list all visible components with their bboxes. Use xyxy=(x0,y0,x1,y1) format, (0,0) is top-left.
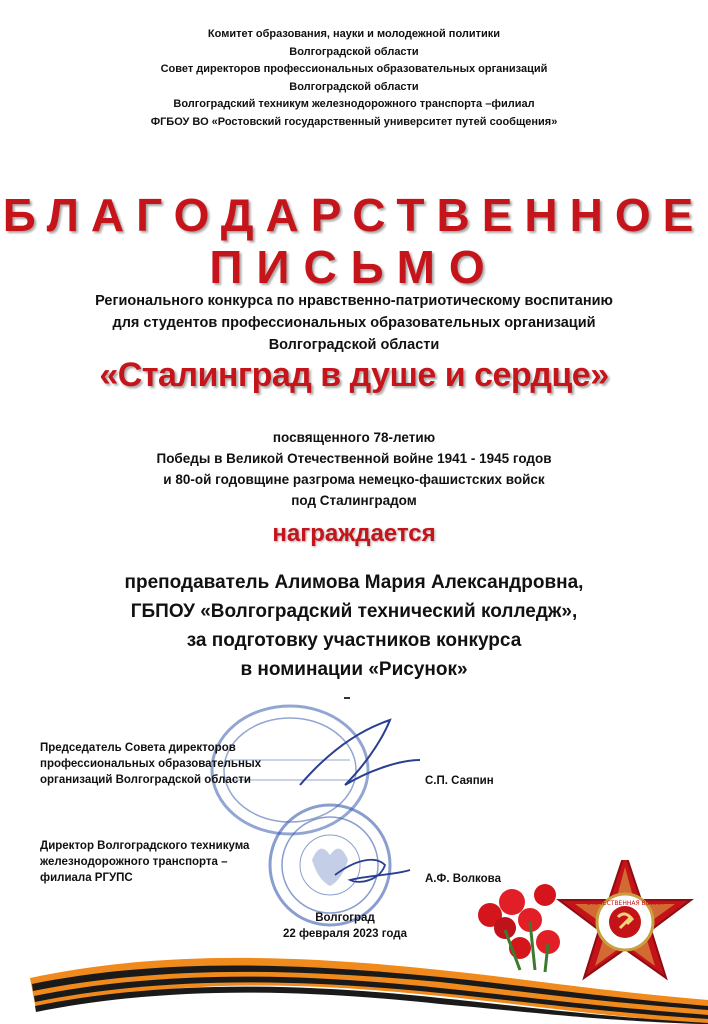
dedication xyxy=(0,427,708,511)
recipient-line: в номинации «Рисунок» xyxy=(240,659,468,680)
dedication-line: под Сталинградом xyxy=(291,493,417,508)
header-line: Совет директоров профессиональных образовательных организаций xyxy=(160,63,548,75)
position-line: Директор Волгоградского техникума xyxy=(40,840,250,852)
recipient-line: за подготовку участников конкурса xyxy=(186,630,522,651)
description-line: для студентов профессиональных образовательных организаций xyxy=(112,315,596,331)
signature-1-icon xyxy=(300,720,420,785)
description-line: Волгоградской области xyxy=(268,337,440,353)
recipient-line: преподаватель Алимова Мария Александровна, xyxy=(124,572,584,593)
position-line: организаций Волгоградской области xyxy=(40,774,251,786)
date: 22 февраля 2023 года xyxy=(283,928,407,940)
signatory-1-name: С.П. Саяпин xyxy=(425,775,494,787)
dedication-line: и 80-ой годовщине разгрома немецко-фашистских войск xyxy=(163,472,545,487)
contest-description xyxy=(0,290,708,356)
place: Волгоград xyxy=(315,912,375,924)
signatory-1-position xyxy=(40,740,261,788)
header-line: Волгоградский техникум железнодорожного транспорта –филиал xyxy=(173,98,535,110)
dedication-line: Победы в Великой Отечественной войне 1941 - 1945 годов xyxy=(156,451,552,466)
contest-name: «Сталинград в душе и сердце» xyxy=(99,356,609,394)
recipient-line: ГБПОУ «Волгоградский технический колледж», xyxy=(130,601,578,622)
position-line: филиала РГУПС xyxy=(40,872,133,884)
letter-title-line2: ПИСЬМО xyxy=(209,241,499,293)
position-line: железнодорожного транспорта – xyxy=(40,856,228,868)
signatory-2-name: А.Ф. Волкова xyxy=(425,873,501,885)
st-george-ribbon-icon xyxy=(30,958,708,1024)
decoration xyxy=(0,860,708,1024)
dedication-line: посвященного 78-летию xyxy=(272,430,436,445)
description-line: Регионального конкурса по нравственно-патриотическому воспитанию xyxy=(95,293,613,309)
recipient-block xyxy=(0,568,708,684)
issuer-header xyxy=(0,26,708,131)
emblem-text: ОТЕЧЕСТВЕННАЯ ВОЙНА xyxy=(586,900,664,907)
header-line: Волгоградской области xyxy=(289,45,419,58)
header-line: ФГБОУ ВО «Ростовский государственный университет путей сообщения» xyxy=(150,115,558,128)
order-star-icon xyxy=(559,860,691,978)
position-line: Председатель Совета директоров xyxy=(40,742,236,754)
header-line: Волгоградской области xyxy=(289,80,419,93)
position-line: профессиональных образовательных xyxy=(40,758,262,770)
letter-title-line1: БЛАГОДАРСТВЕННОЕ xyxy=(2,189,706,241)
carnation-flowers-icon xyxy=(478,884,560,972)
awarded-label: награждается xyxy=(272,520,436,547)
header-line: Комитет образования, науки и молодежной политики xyxy=(207,28,501,40)
